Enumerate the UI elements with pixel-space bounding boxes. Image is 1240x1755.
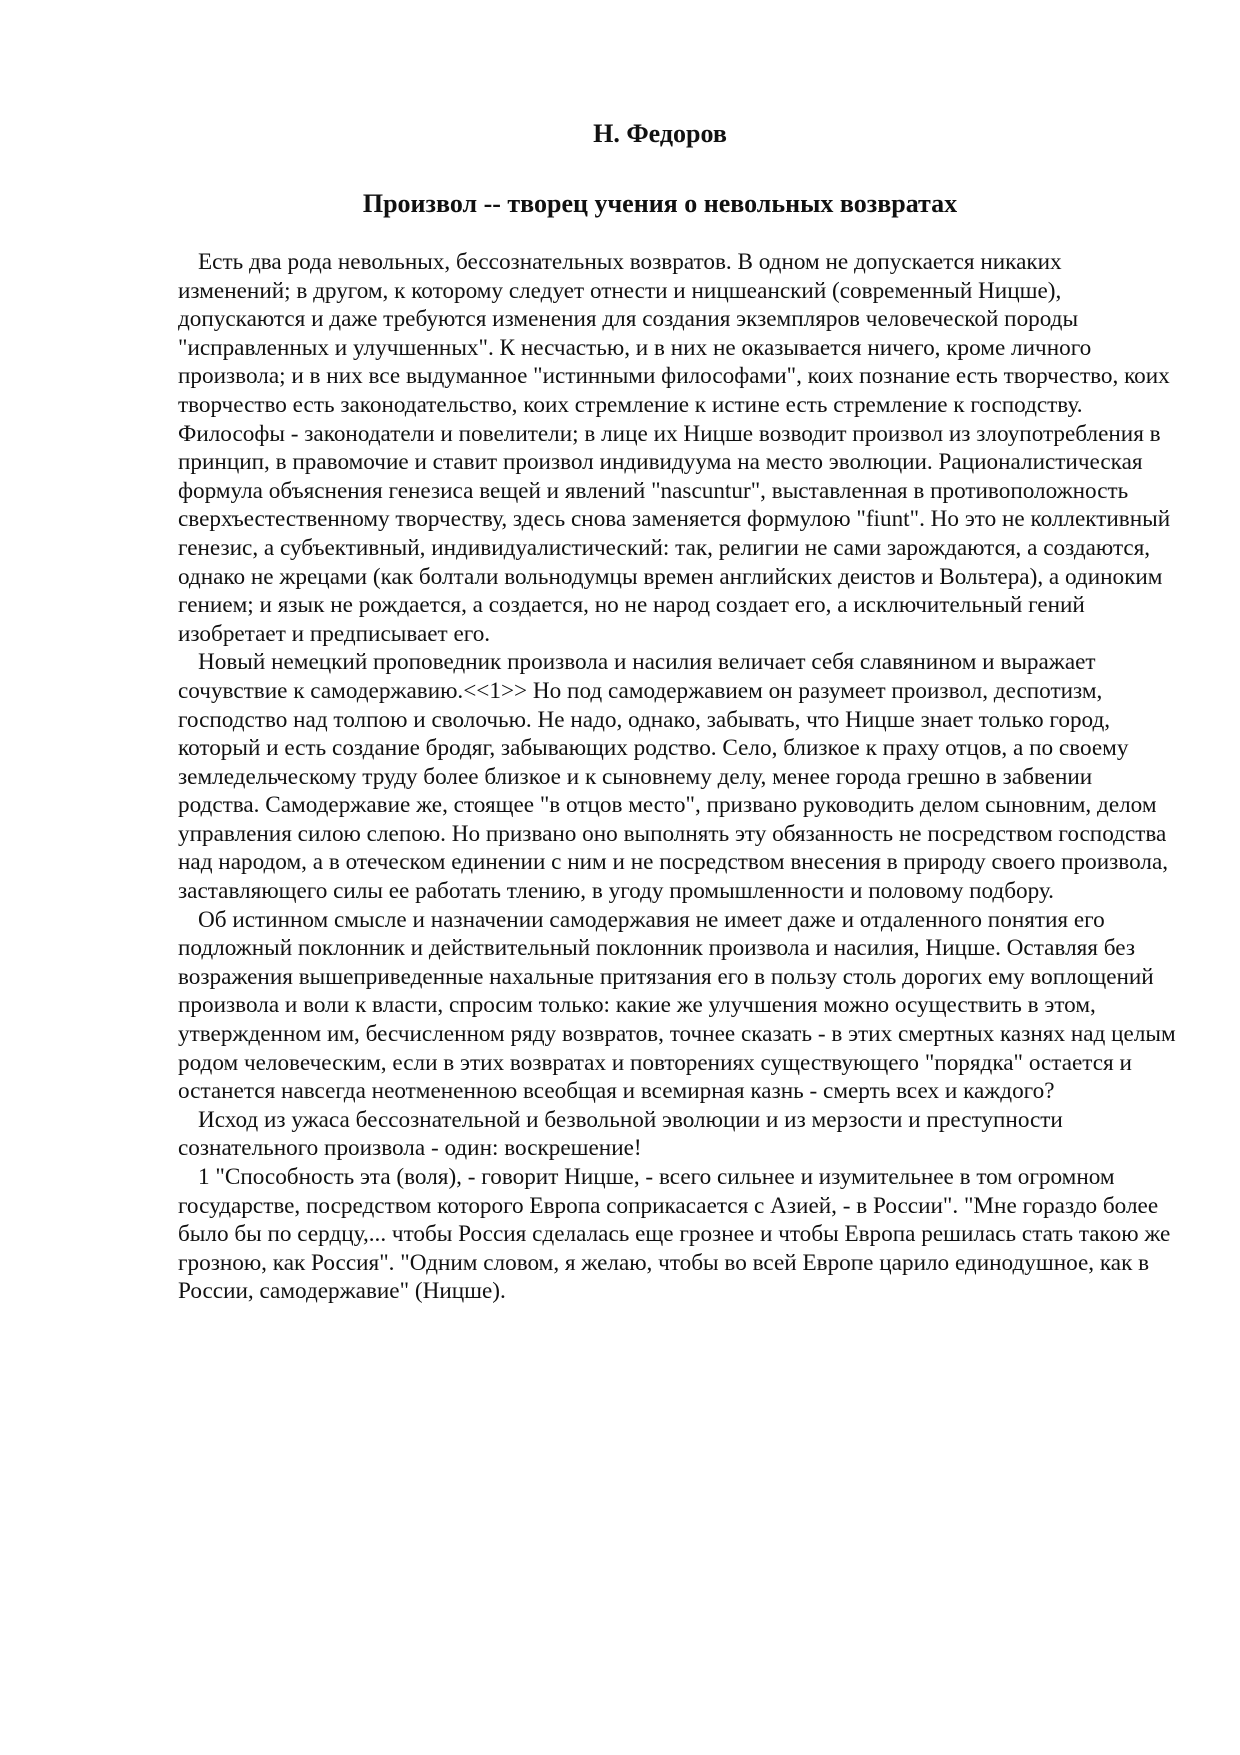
author-name: Н. Федоров bbox=[593, 119, 727, 148]
document-body bbox=[178, 248, 1178, 1306]
paragraph-4: Исход из ужаса бессознательной и безвольной эволюции и из мерзости и преступности сознательного произвола - один: воскрешение! bbox=[178, 1106, 1063, 1162]
paragraph-2: Новый немецкий проповедник произвола и насилия величает себя славянином и выражает сочувствие к самодержавию.<<1>> Но под самодержавием он разумеет произвол, деспотизм, господство над толпою и сволочью. Не надо, однако, забывать, что Ницше знает только город, который и есть создание бродяг, забывающих родство. Село, близкое к праху отцов, а по своему земледельческому труду более близкое и к сыновнему делу, менее города грешно в забвении родства. Самодержавие же, стоящее "в отцов место", призвано руководить делом сыновним, делом управления силою слепою. Но призвано оно выполнять эту обязанность не посредством господства над народом, а в отеческом единении с ним и не посредством внесения в природу своего произвола, заставляющего силы ее работать тлению, в угоду промышленности и половому подбору. bbox=[178, 649, 1169, 905]
document-title: Произвол -- творец учения о невольных возвратах bbox=[362, 189, 958, 218]
footnote-1: 1 "Способность эта (воля), - говорит Ницше, - всего сильнее и изумительнее в том огромном государстве, посредством которого Европа соприкасается с Азией, - в России". "Мне гораздо более было бы по сердцу,... чтобы Россия сделалась еще грознее и чтобы Европа решилась стать такою же грозною, как Россия". "Одним словом, я желаю, чтобы во всей Европе царило единодушное, как в России, самодержавие" (Ницше). bbox=[178, 1164, 1171, 1305]
paragraph-1: Есть два рода невольных, бессознательных возвратов. В одном не допускается никаких изменений; в другом, к которому следует отнести и ницшеанский (современный Ницше), допускаются и даже требуются изменения для создания экземпляров человеческой породы "исправленных и улучшенных". К несчастью, и в них не оказывается ничего, кроме личного произвола; и в них все выдуманное "истинными философами", коих познание есть творчество, коих творчество есть законодательство, коих стремление к истине есть стремление к господству. Философы - законодатели и повелители; в лице их Ницше возводит произвол из злоупотребления в принцип, в правомочие и ставит произвол индивидуума на место эволюции. Рационалистическая формула объяснения генезиса вещей и явлений "nascuntur", выставленная в противоположность сверхъестественному творчеству, здесь снова заменяется формулою "fiunt". Но это не коллективный генезис, а субъективный, индивидуалистический: так, религии не сами зарождаются, а создаются, однако не жрецами (как болтали вольнодумцы времен английских деистов и Вольтера), а одиноким гением; и язык не рождается, а создается, но не народ создает его, а исключительный гений изобретает и предписывает его. bbox=[178, 249, 1171, 647]
paragraph-3: Об истинном смысле и назначении самодержавия не имеет даже и отдаленного понятия его подложный поклонник и действительный поклонник произвола и насилия, Ницше. Оставляя без возражения вышеприведенные нахальные притязания его в пользу столь дорогих ему воплощений произвола и воли к власти, спросим только: какие же улучшения можно осуществить в этом, утвержденном им, бесчисленном ряду возвратов, точнее сказать - в этих смертных казнях над целым родом человеческим, если в этих возвратах и повторениях существующего "порядка" остается и останется навсегда неотмененною всеобщая и всемирная казнь - смерть всех и каждого? bbox=[178, 906, 1176, 1105]
